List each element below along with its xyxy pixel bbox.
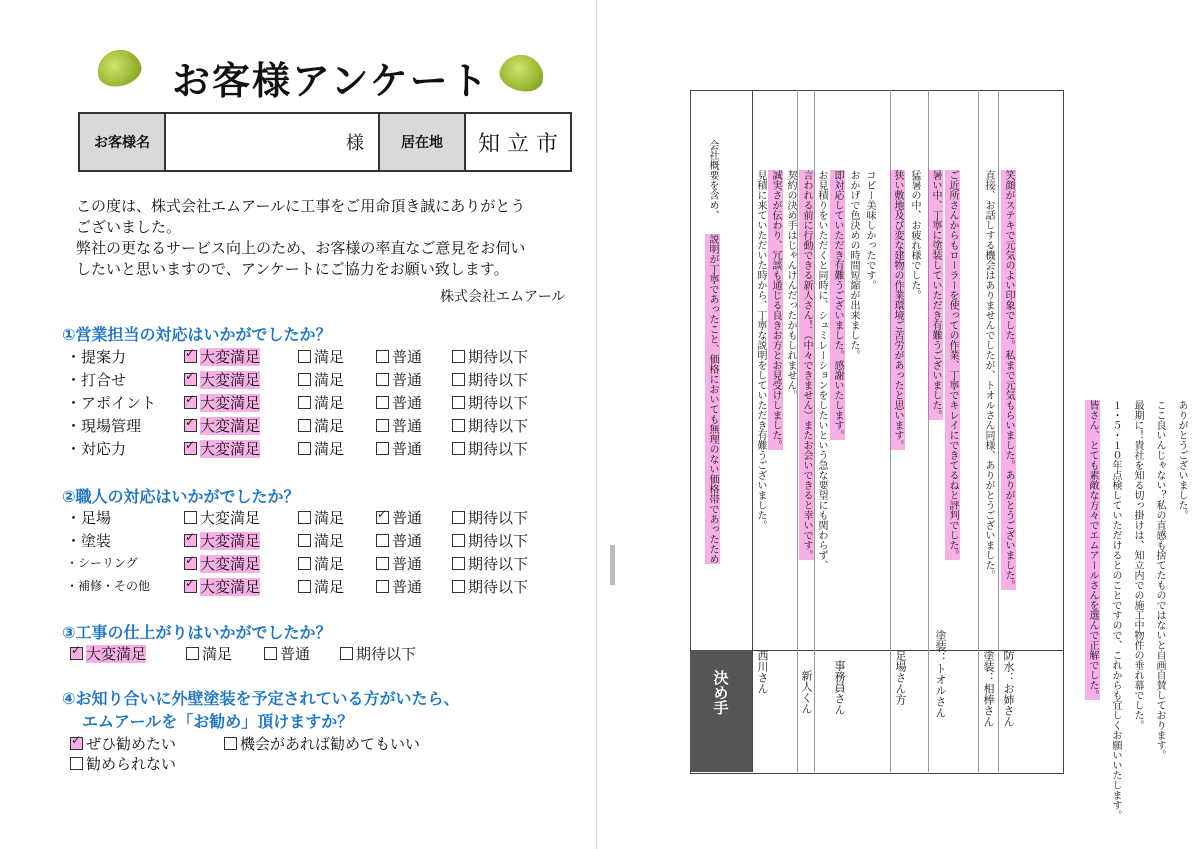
- person-rows: [753, 90, 1063, 772]
- q4-title: ④お知り合いに外壁塗装を予定されている方がいたら、: [62, 689, 460, 708]
- footer-line: １・５・１０年点検していただけるとのことですので、これからも宜しくお願いいたします。: [1110, 400, 1121, 820]
- footer-line: 皆さん、とても素敵な方々でエムアールさんを選んで正解でした。: [1087, 400, 1098, 700]
- survey-title: お客様アンケート: [172, 59, 490, 103]
- person-row: 事務員さん お見積りをいただくと同時に、シュミレーションをしたいという急な要望にも関わらず、 即対応していただき有難うございました。感謝いたします。 おかげで色決めの時間短縮が出来ました。 コピー美味しかったです。: [814, 90, 891, 772]
- person-row: 塗装：相棒さん 直接、お話しする機会はありませんでしたが、トオルさん同様、ありがとうございました。: [978, 90, 999, 772]
- q2-row: ・シーリング ✓ 大変満足 満足 普通 期待以下: [66, 553, 566, 576]
- person-row: 塗装：トオルさん 暑い中、丁寧に塗装していただき有難うございました。 ご近所さんからもローラーを使っての作業、丁寧でキレイにできてるねと評判でした。: [928, 90, 979, 772]
- leaf-icon-left: [93, 45, 145, 91]
- q4-row2: 勧められない: [70, 753, 370, 776]
- q3-row: ✓大変満足 満足 普通 期待以下: [70, 643, 550, 666]
- overview-text: 説明が丁寧であったこと、価格においても無理のない価格帯であったため: [707, 234, 718, 564]
- q1-rows: [66, 346, 566, 461]
- customer-info-table: [78, 112, 572, 172]
- q2-rows: [66, 507, 566, 599]
- leaf-icon-right: [496, 50, 548, 96]
- q1-row: ・打合せ ✓ 大変満足 満足 普通 期待以下: [66, 369, 566, 392]
- person-row: 防水：お姉さん 笑顔がステキで元気のよい印象でした。私まで元気もらいました。ありがとうございました。: [1002, 170, 1015, 727]
- q3-title: ③工事の仕上がりはいかがでしたか？: [62, 623, 332, 642]
- page-fold: [596, 0, 597, 849]
- person-row: 西川さん 見積に来ていただいた時から、丁寧な説明をしていただき有難うございました。 誠実さが伝わり、冗談も通じる良きお方とお見受けしました。 契約の決め手はじゃんけんだったかもしれません。: [753, 90, 798, 772]
- footer-line: 最期に！貴社を知る切っ掛けは、知立内での施工中物件の垂れ幕でした。: [1132, 400, 1143, 730]
- q2-row: ・塗装 ✓ 大変満足 満足 普通 期待以下: [66, 530, 566, 553]
- area-label: 居在地: [379, 113, 465, 171]
- name-suffix: 様: [165, 113, 379, 171]
- area-value: 知 立 市: [465, 113, 571, 171]
- intro-text: この度は、株式会社エムアールに工事をご用命頂き誠にありがとう ございました。 弊社の更なるサービス向上のため、お客様の率直なご意見をお伺い したいと思いますので、アンケートにご協力をお願い致します。: [76, 197, 526, 278]
- person-row: 新人くん 言われる前に行動できる新人さん！（中々できません）またお会いできると幸いです。: [797, 90, 815, 772]
- q1-row: ・対応力 ✓ 大変満足 満足 普通 期待以下: [66, 438, 566, 461]
- q4-row1: ✓ぜひ勧めたい 機会があれば勧めてもいい: [70, 733, 550, 756]
- header-cell: 決め手: [690, 650, 752, 772]
- q2-row: ・足場 大変満足 満足 ✓ 普通 期待以下: [66, 507, 566, 530]
- q2-title: ②職人の対応はいかがでしたか？: [62, 487, 300, 506]
- q2-row: ・補修・その他 ✓ 大変満足 満足 普通 期待以下: [66, 576, 566, 599]
- q1-title: ①営業担当の対応はいかがでしたか？: [62, 325, 332, 344]
- q4-title2: エムアールを「お勧め」頂けますか？: [82, 712, 354, 731]
- binder-mark: [610, 545, 615, 585]
- name-label: お客様名: [79, 113, 165, 171]
- overview-label: 会社概要を含め、: [707, 140, 718, 220]
- person-row: 足場さん方 狭い敷地及び変な建物の作業環境ご苦労があったと思います。 猛暑の中、お疲れ様でした。: [890, 90, 929, 772]
- footer-line: ありがとうございました。: [1176, 400, 1187, 520]
- q1-row: ・現場管理 ✓ 大変満足 満足 普通 期待以下: [66, 415, 566, 438]
- company-name: 株式会社エムアール: [440, 289, 566, 305]
- q1-row: ・アポイント ✓ 大変満足 満足 普通 期待以下: [66, 392, 566, 415]
- q1-row: ・提案力 ✓ 大変満足 満足 普通 期待以下: [66, 346, 566, 369]
- footer-line: ここ良いんじゃない？私の直感も捨てたものではないと自画自賛しております。: [1154, 400, 1165, 760]
